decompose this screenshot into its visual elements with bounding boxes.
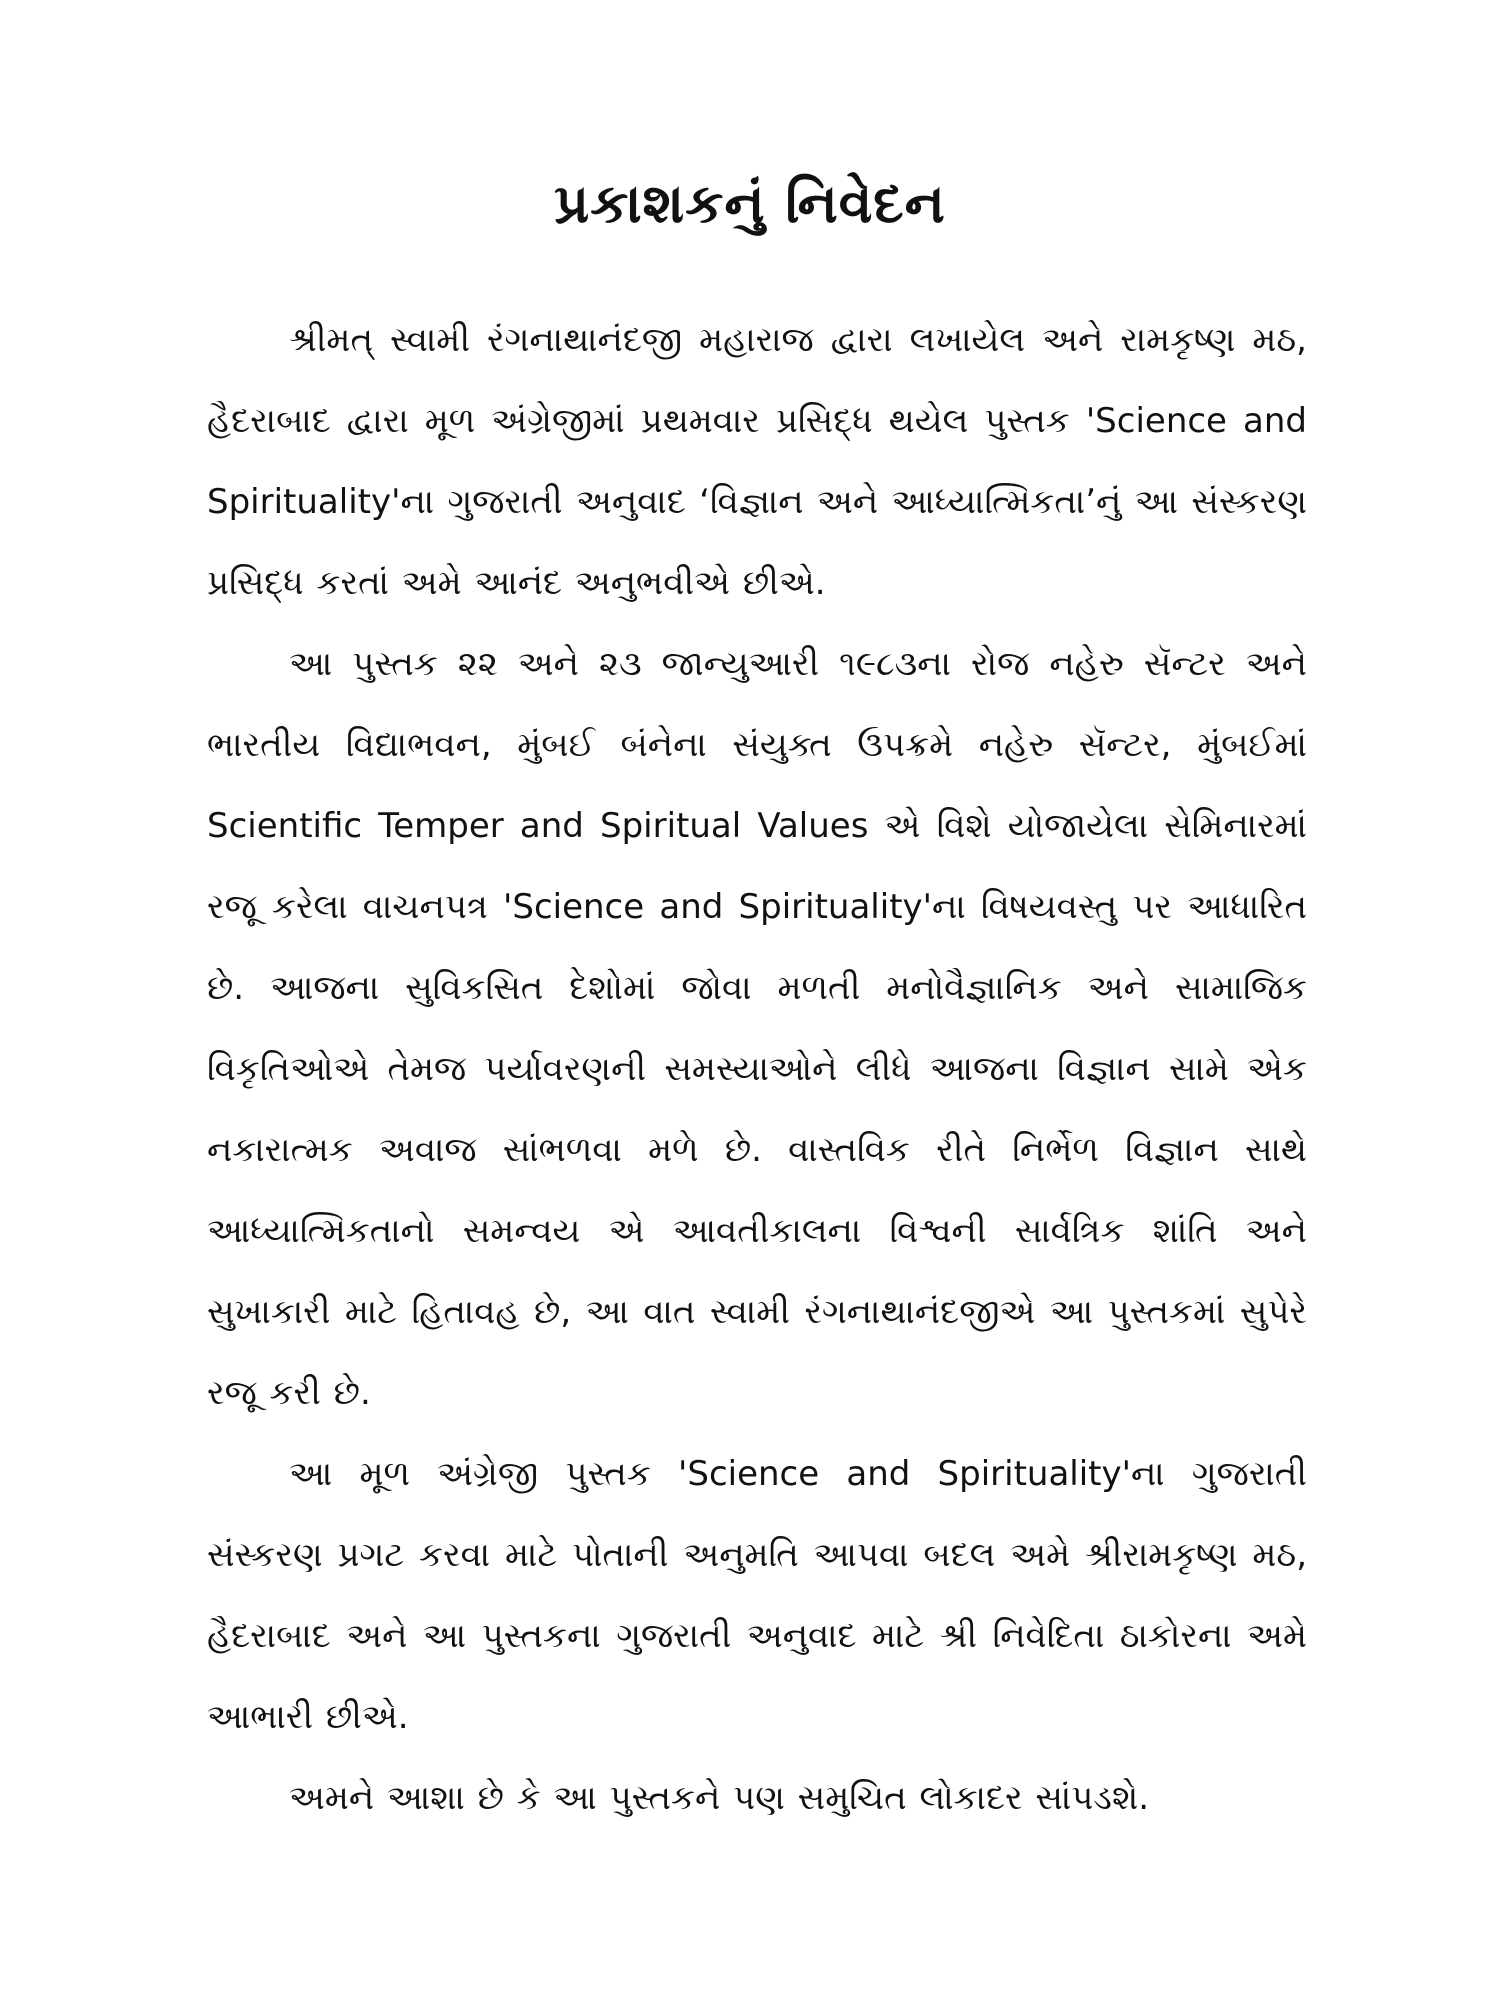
- page-title: પ્રકાશકનું નિવેદન: [554, 172, 946, 235]
- paragraph-intro: શ્રીમત્ સ્વામી રંગનાથાનંદજી મહારાજ દ્વારા લખાયેલ અને રામકૃષ્ણ મઠ, હૈદરાબાદ દ્વારા મૂળ અંગ્રેજીમાં પ્રથમવાર પ્રસિદ્ધ થયેલ પુસ્તક 'Science and Spirituality'ના ગુજરાતી અનુવાદ ‘વિજ્ઞાન અને આધ્યાત્મિકતા’નું આ સંસ્કરણ પ્રસિદ્ધ કરતાં અમે આનંદ અનુભવીએ છીએ.: [207, 320, 1307, 603]
- paragraph-hope: અમને આશા છે કે આ પુસ્તકને પણ સમુચિત લોકાદર સાંપડશે.: [289, 1778, 1149, 1818]
- paragraph-thanks: આ મૂળ અંગ્રેજી પુસ્તક 'Science and Spirituality'ના ગુજરાતી સંસ્કરણ પ્રગટ કરવા માટે પોતાની અનુમતિ આપવા બદલ અમે શ્રીરામકૃષ્ણ મઠ, હૈદરાબાદ અને આ પુસ્તકના ગુજરાતી અનુવાદ માટે શ્રી નિવેદિતા ઠાકોરના અમે આભારી છીએ.: [207, 1454, 1307, 1737]
- body-text: [207, 300, 1307, 1839]
- paragraph-seminar: આ પુસ્તક ૨૨ અને ૨૩ જાન્યુઆરી ૧૯૮૩ના રોજ નહેરુ સૅન્ટર અને ભારતીય વિદ્યાભવન, મુંબઈ બંનેના સંયુક્ત ઉપક્રમે નહેરુ સૅન્ટર, મુંબઈમાં Scientific Temper and Spiritual Values એ વિશે યોજાયેલા સેમિનારમાં રજૂ કરેલા વાચનપત્ર 'Science and Spirituality'ના વિષયવસ્તુ પર આધારિત છે. આજના સુવિકસિત દેશોમાં જોવા મળતી મનોવૈજ્ઞાનિક અને સામાજિક વિકૃતિઓએ તેમજ પર્યાવરણની સમસ્યાઓને લીધે આજના વિજ્ઞાન સામે એક નકારાત્મક અવાજ સાંભળવા મળે છે. વાસ્તવિક રીતે નિર્ભેળ વિજ્ઞાન સાથે આધ્યાત્મિકતાનો સમન્વય એ આવતીકાલના વિશ્વની સાર્વત્રિક શાંતિ અને સુખાકારી માટે હિતાવહ છે, આ વાત સ્વામી રંગનાથાનંદજીએ આ પુસ્તકમાં સુપેરે રજૂ કરી છે.: [207, 644, 1307, 1413]
